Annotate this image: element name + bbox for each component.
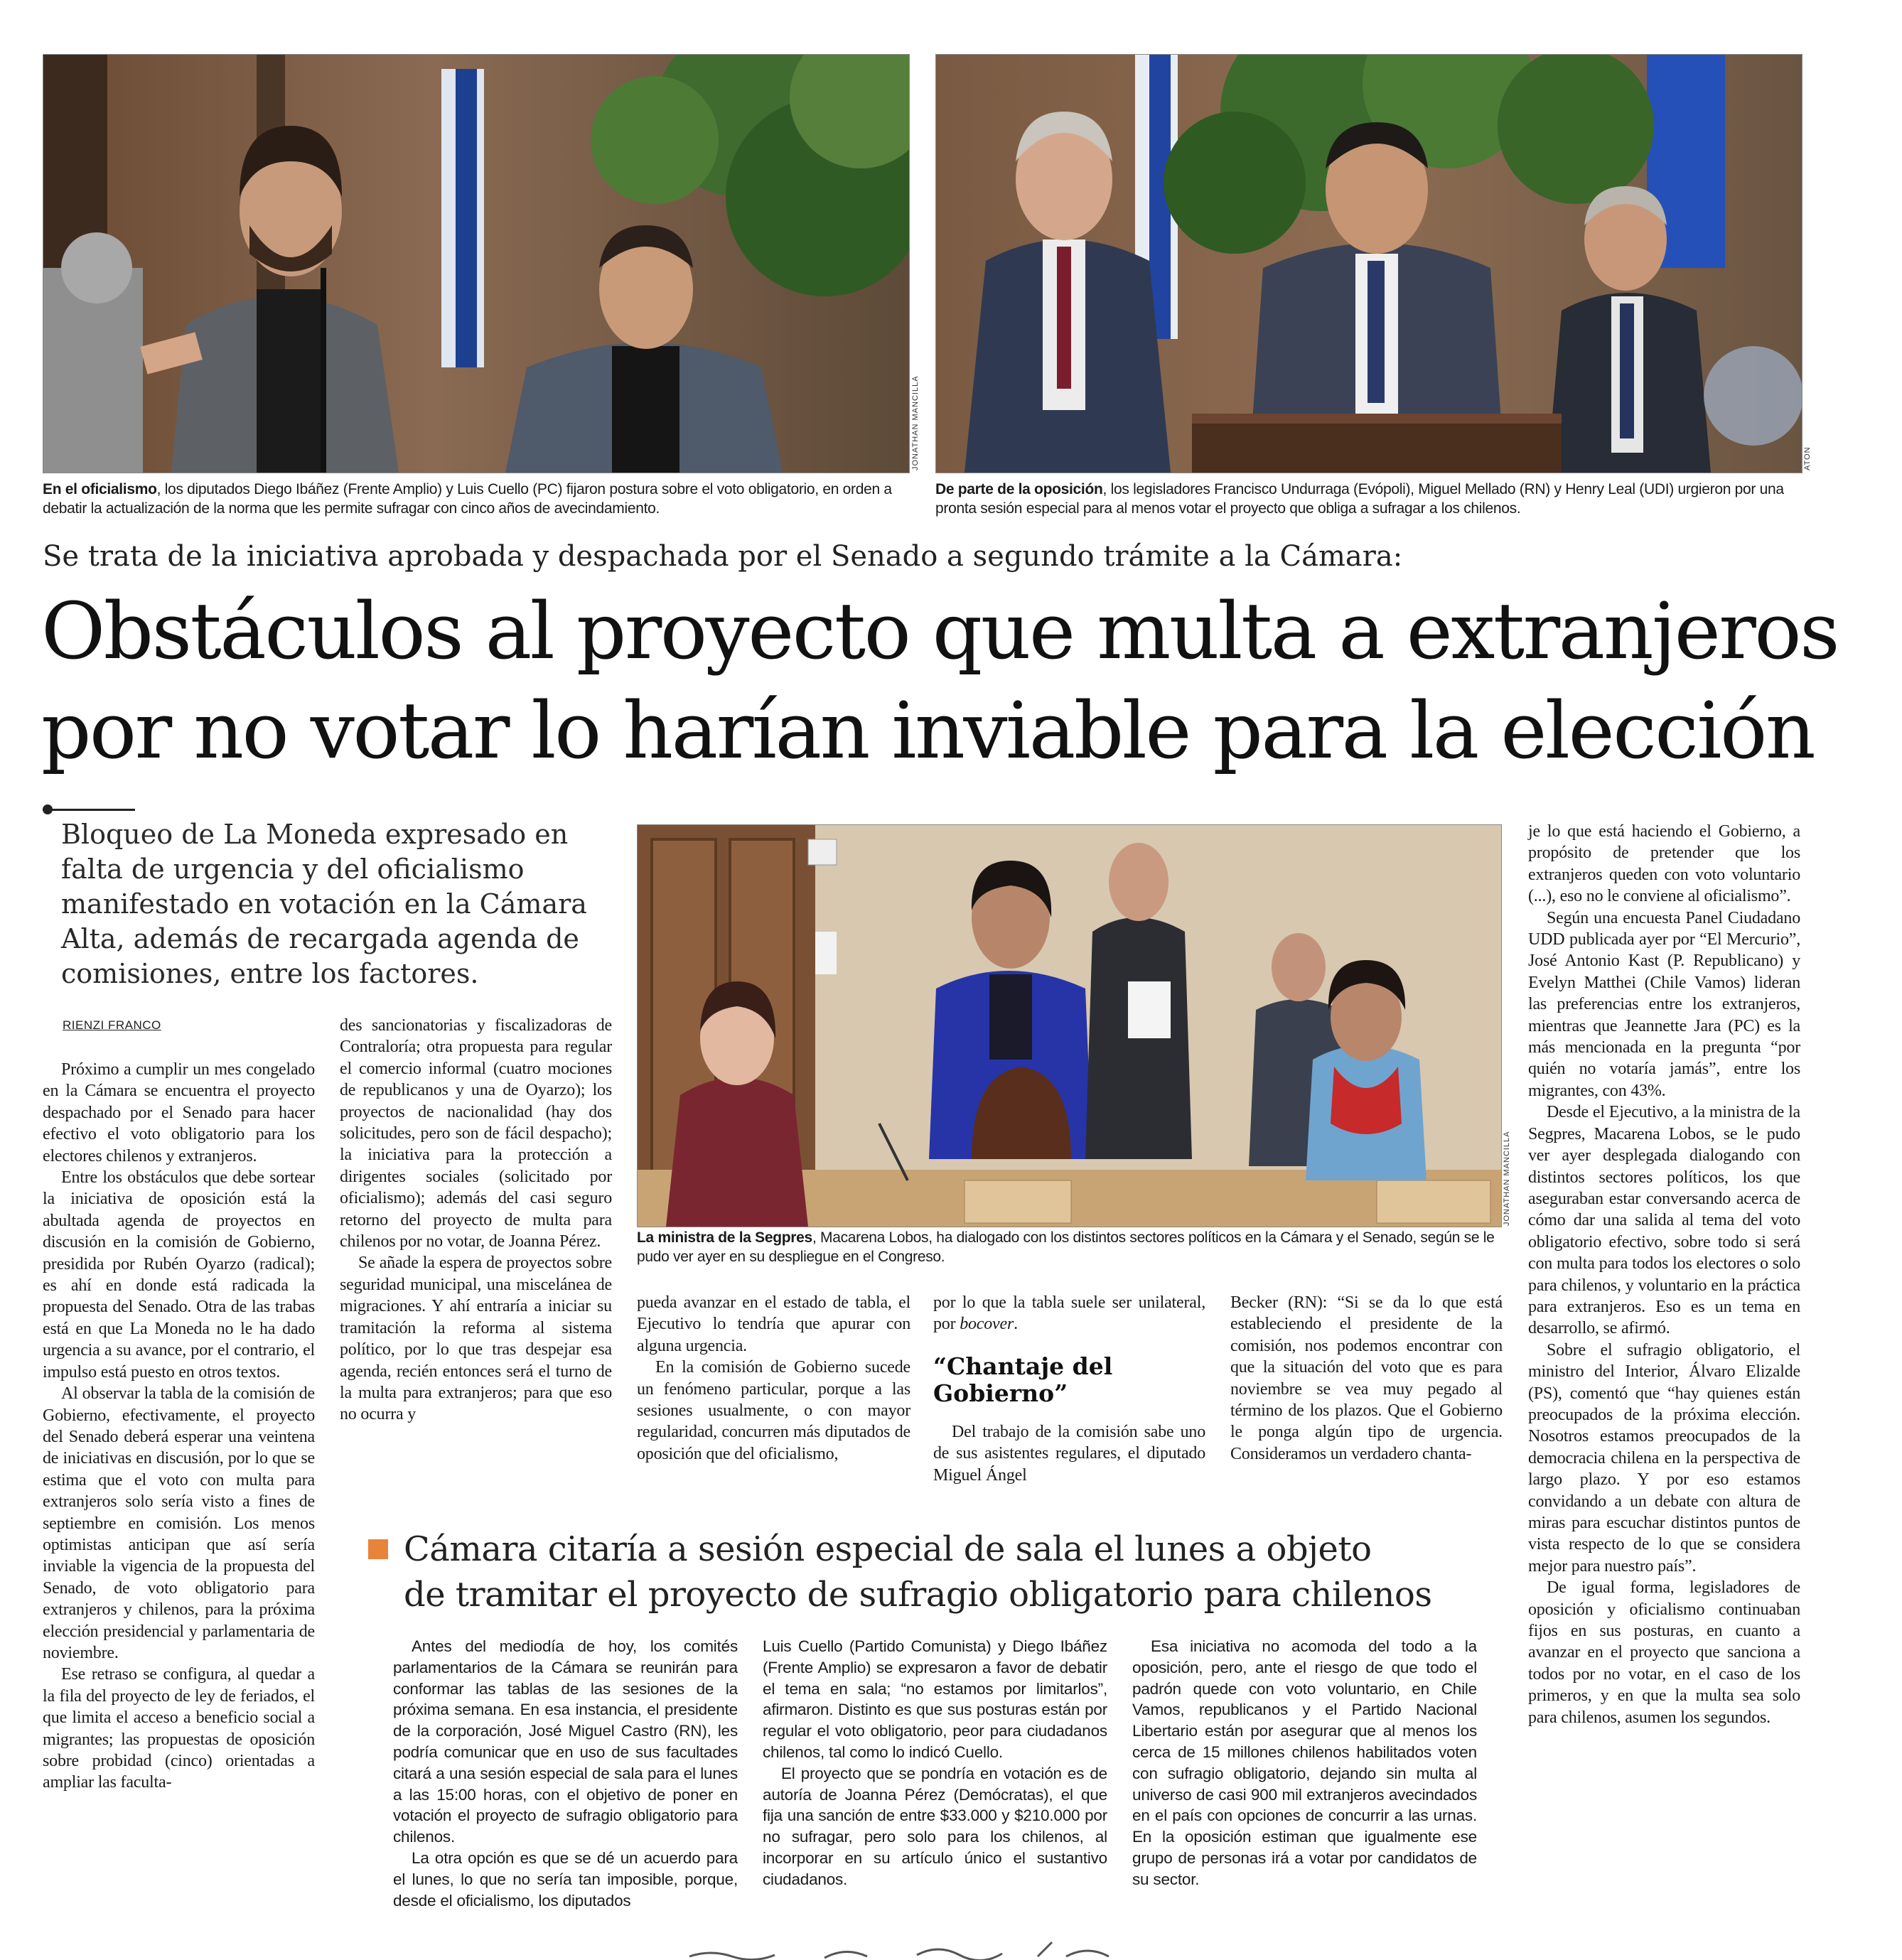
- handwritten-scribble: [682, 1937, 1166, 1960]
- photo-ministra-image: [638, 825, 1501, 1227]
- box-col3-paragraph: Esa iniciativa no acomoda del todo a la oposición, pero, ante el riesgo de que todo el padrón quede con voto voluntario, en Chile Vamos, republicanos y el Partido Nacional Libertario están por asegurar que al menos los cerca de 15 millones chilenos habilitados voten con sufragio obligatorio, dejando sin multa al universo de casi 900 mil extranjeros avecindados en el país con opciones de concurrir a las urnas. En la oposición estiman que igualmente ese grupo de personas irá a votar por candidatos de su sector.: [1132, 1637, 1477, 1888]
- photo-oposicion: [935, 54, 1802, 473]
- photo-credit-center: JONATHAN MANCILLA: [1503, 1131, 1511, 1226]
- photo-credit-left: JONATHAN MANCILLA: [911, 375, 920, 470]
- photo-caption-right: [935, 480, 1802, 518]
- col1-paragraph: Al observar la tabla de la comisión de Gobierno, efectivamente, el proyecto del Senado deberá esperar una veintena de iniciativas en discusión, por lo que se estima que el voto con multa para extranjeros solo sería visto a fines de septiembre en comisión. Los menos optimistas anticipan que así sería inviable la vigencia de la propuesta del Senado, de voto obligatorio para extranjeros y chilenos, para la próxima elección presidencial y parlamentaria de noviembre.: [43, 1384, 315, 1662]
- article-lead: Bloqueo de La Moneda expresado en falta de urgencia y del oficialismo manifestado en votación en la Cámara Alta, además de recargada agenda de comisiones, entre los factores.: [61, 819, 587, 989]
- box-headline: [404, 1526, 1431, 1617]
- caption-right-bold: De parte de la oposición: [935, 481, 1103, 497]
- box-marker: [368, 1539, 388, 1559]
- article-column-6: [1528, 821, 1800, 1728]
- photo-ministra: [637, 824, 1502, 1227]
- article-column-5: [1230, 1292, 1503, 1465]
- col4-period: .: [1014, 1315, 1018, 1334]
- col2-paragraph: des sancionatorias y fiscalizadoras de Contraloría; otra propuesta para regular el comercio informal (cuatro mociones de republicanos y una de Oyarzo); los proyectos de nacionalidad (hay dos solicitudes, pero son de fácil despacho); la iniciativa para la protección a dirigentes sociales (solicitado por oficialismo); además del casi seguro retorno del proyecto de multa para chilenos por no votar, de Joanna Pérez.: [340, 1016, 612, 1251]
- col4-paragraph: Del trabajo de la comisión sabe uno de sus asistentes regulares, el diputado Miguel Ángel: [933, 1423, 1205, 1485]
- article-kicker: Se trata de la iniciativa aprobada y despachada por el Senado a segundo trámite a la Cámara:: [43, 540, 1403, 573]
- box-headline-line-1: Cámara citaría a sesión especial de sala el lunes a objeto: [404, 1529, 1372, 1569]
- box-col2-paragraph: Luis Cuello (Partido Comunista) y Diego Ibáñez (Frente Amplio) se expresaron a favor de debatir el tema en sala; “no estamos por limitarlos”, afirmaron. Distinto es que sus posturas están por regular el voto obligatorio, peor para ciudadanos chilenos, tal como lo indicó Cuello.: [763, 1637, 1107, 1761]
- headline-line-2: por no votar lo harían inviable para la elección: [41, 685, 1815, 776]
- article-byline: RIENZI FRANCO: [63, 1018, 161, 1032]
- article-column-4: [933, 1292, 1205, 1335]
- caption-left-bold: En el oficialismo: [43, 481, 157, 497]
- col6-paragraph: De igual forma, legisladores de oposición y oficialismo continuaban fijos en sus posturas, en cuanto a avanzar en el proyecto que sanciona a todos por no votar, en el caso de los primeros, y en que la multa sea solo para chilenos, asumen los segundos.: [1528, 1578, 1800, 1727]
- lead-rule: [43, 809, 135, 811]
- caption-center-text: , Macarena Lobos, ha dialogado con los distintos sectores políticos en la Cámara y el Senado, según se le pudo ver ayer en su despliegue en el Congreso.: [637, 1229, 1495, 1265]
- article-headline: [41, 581, 1889, 780]
- col6-paragraph: Desde el Ejecutivo, a la ministra de la Segpres, Macarena Lobos, se le pudo ver ayer desplegada dialogando con distintos sectores políticos, los que aseguraban estar conversando acerca de cómo dar una salida al tema del voto obligatorio efectivo, sobre todo si será con multa para todos los electores o solo para chilenos, y voluntario en la práctica para extranjeros. Eso es un tema en desarrollo, se afirmó.: [1528, 1103, 1800, 1338]
- col1-paragraph: Ese retraso se configura, al quedar a la fila del proyecto de ley de feriados, el que limita el acceso a beneficio social a migrantes; las propuestas de oposición sobre probidad (cinco) orientadas a ampliar las faculta-: [43, 1665, 315, 1792]
- box-col1-paragraph: Antes del mediodía de hoy, los comités parlamentarios de la Cámara se reunirán para conformar las tablas de las sesiones de la próxima semana. En esa instancia, el presidente de la corporación, José Miguel Castro (RN), les podría comunicar que en uso de sus facultades citará a una sesión especial de sala para el lunes a las 15:00 horas, con el objetivo de poner en votación el proyecto de sufragio obligatorio para chilenos.: [393, 1637, 738, 1846]
- photo-oficialismo-image: [43, 55, 909, 473]
- col2-paragraph: Se añade la espera de proyectos sobre seguridad municipal, una miscelánea de migraciones. Y ahí entraría a iniciar su tramitación la reforma al sistema político, por lo que tras despejar esa agenda, recién entonces será el turno de la multa para extranjeros; para que eso no ocurra y: [340, 1254, 612, 1424]
- col3-paragraph: pueda avanzar en el estado de tabla, el Ejecutivo lo tendría que apurar con alguna urgencia.: [637, 1293, 910, 1355]
- article-subhead: “Chantaje del Gobierno”: [933, 1352, 1113, 1407]
- caption-center-bold: La ministra de la Segpres: [637, 1229, 812, 1246]
- caption-left-text: , los diputados Diego Ibáñez (Frente Amplio) y Luis Cuello (PC) fijaron postura sobre el voto obligatorio, en orden a debatir la actualización de la norma que les permite sufragar con cinco años de avecindamiento.: [43, 481, 892, 517]
- col1-paragraph: Entre los obstáculos que debe sortear la iniciativa de oposición está la abultada agenda de proyectos en discusión en la comisión de Gobierno, presidida por Rubén Oyarzo (radical); es ahí en donde está radicada la propuesta del Senado. Otra de las trabas está en que La Moneda no le ha dado urgencia a su avance, por el contrario, el impulso está puesto en otros textos.: [43, 1168, 315, 1382]
- article-column-2: [340, 1015, 612, 1426]
- col5-paragraph: Becker (RN): “Si se da lo que está estableciendo el presidente de la comisión, nos podemos encontrar con que la situación del voto que es para noviembre se vea muy pegado al término de los plazos. Que el Gobierno le ponga algún tipo de urgencia. Consideramos un verdadero chanta-: [1230, 1293, 1503, 1463]
- col6-paragraph: je lo que está haciendo el Gobierno, a propósito de pretender que los extranjeros queden con voto voluntario (...), eso no le conviene al oficialismo”.: [1528, 822, 1800, 906]
- box-col1-paragraph: La otra opción es que se dé un acuerdo para el lunes, lo que no sería tan imposible, porque, desde el oficialismo, los diputados: [393, 1848, 738, 1910]
- caption-right-text: , los legisladores Francisco Undurraga (Evópoli), Miguel Mellado (RN) y Henry Leal (UDI) urgieron por una pronta sesión especial para al menos votar el proyecto que obliga a sufragar a los chilenos.: [935, 481, 1784, 517]
- col1-paragraph: Próximo a cumplir un mes congelado en la Cámara se encuentra el proyecto despachado por el Senado para hacer efectivo el voto obligatorio para los electores chilenos y extranjeros.: [43, 1060, 315, 1165]
- photo-oposicion-image: [936, 55, 1802, 473]
- col4-text: por lo que la tabla suele ser unilateral, por: [933, 1293, 1205, 1334]
- col4-italic: bocover: [960, 1315, 1014, 1334]
- box-headline-line-2: de tramitar el proyecto de sufragio obligatorio para chilenos: [404, 1575, 1432, 1615]
- box-column-1: [393, 1636, 738, 1911]
- col3-paragraph: En la comisión de Gobierno sucede un fenómeno particular, porque a las sesiones usualmente, o con mayor regularidad, concurren más diputados de oposición que del oficialismo,: [637, 1358, 910, 1463]
- photo-caption-left: [43, 480, 910, 518]
- article-column-1: [43, 1059, 315, 1794]
- photo-oficialismo: [43, 54, 910, 473]
- article-column-3: [637, 1292, 910, 1465]
- box-column-3: [1132, 1636, 1477, 1890]
- box-col2-paragraph: El proyecto que se pondría en votación es de autoría de Joanna Pérez (Demócratas), el que fija una sanción de entre $33.000 y $210.000 por no sufragar, pero solo para los chilenos, al incorporar en su artículo único el sustantivo ciudadanos.: [763, 1764, 1107, 1888]
- col6-paragraph: Sobre el sufragio obligatorio, el ministro del Interior, Álvaro Elizalde (PS), comentó que “hay quienes están preocupados de la próxima elección. Nosotros estamos preocupados de la democracia chilena en la perspectiva de largo plazo. Y por eso estamos convidando a un debate con altura de miras para escuchar distintos puntos de vista respecto de lo que se considera mejor para nuestro país”.: [1528, 1340, 1800, 1576]
- col6-paragraph: Según una encuesta Panel Ciudadano UDD publicada ayer por “El Mercurio”, José Antonio Kast (P. Republicano) y Evelyn Matthei (Chile Vamos) lideran las preferencias entre los extranjeros, mientras que Jeannette Jara (PC) es la más mencionada en la pregunta “por quién no votaría jamás”, entre los migrantes, con 43%.: [1528, 908, 1800, 1100]
- col4-paragraph: [933, 1292, 1205, 1335]
- box-column-2: [763, 1636, 1107, 1890]
- article-column-4b: [933, 1421, 1205, 1486]
- photo-credit-right: ATON: [1803, 446, 1812, 470]
- photo-caption-center: [637, 1228, 1500, 1266]
- headline-line-1: Obstáculos al proyecto que multa a extranjeros: [41, 586, 1839, 677]
